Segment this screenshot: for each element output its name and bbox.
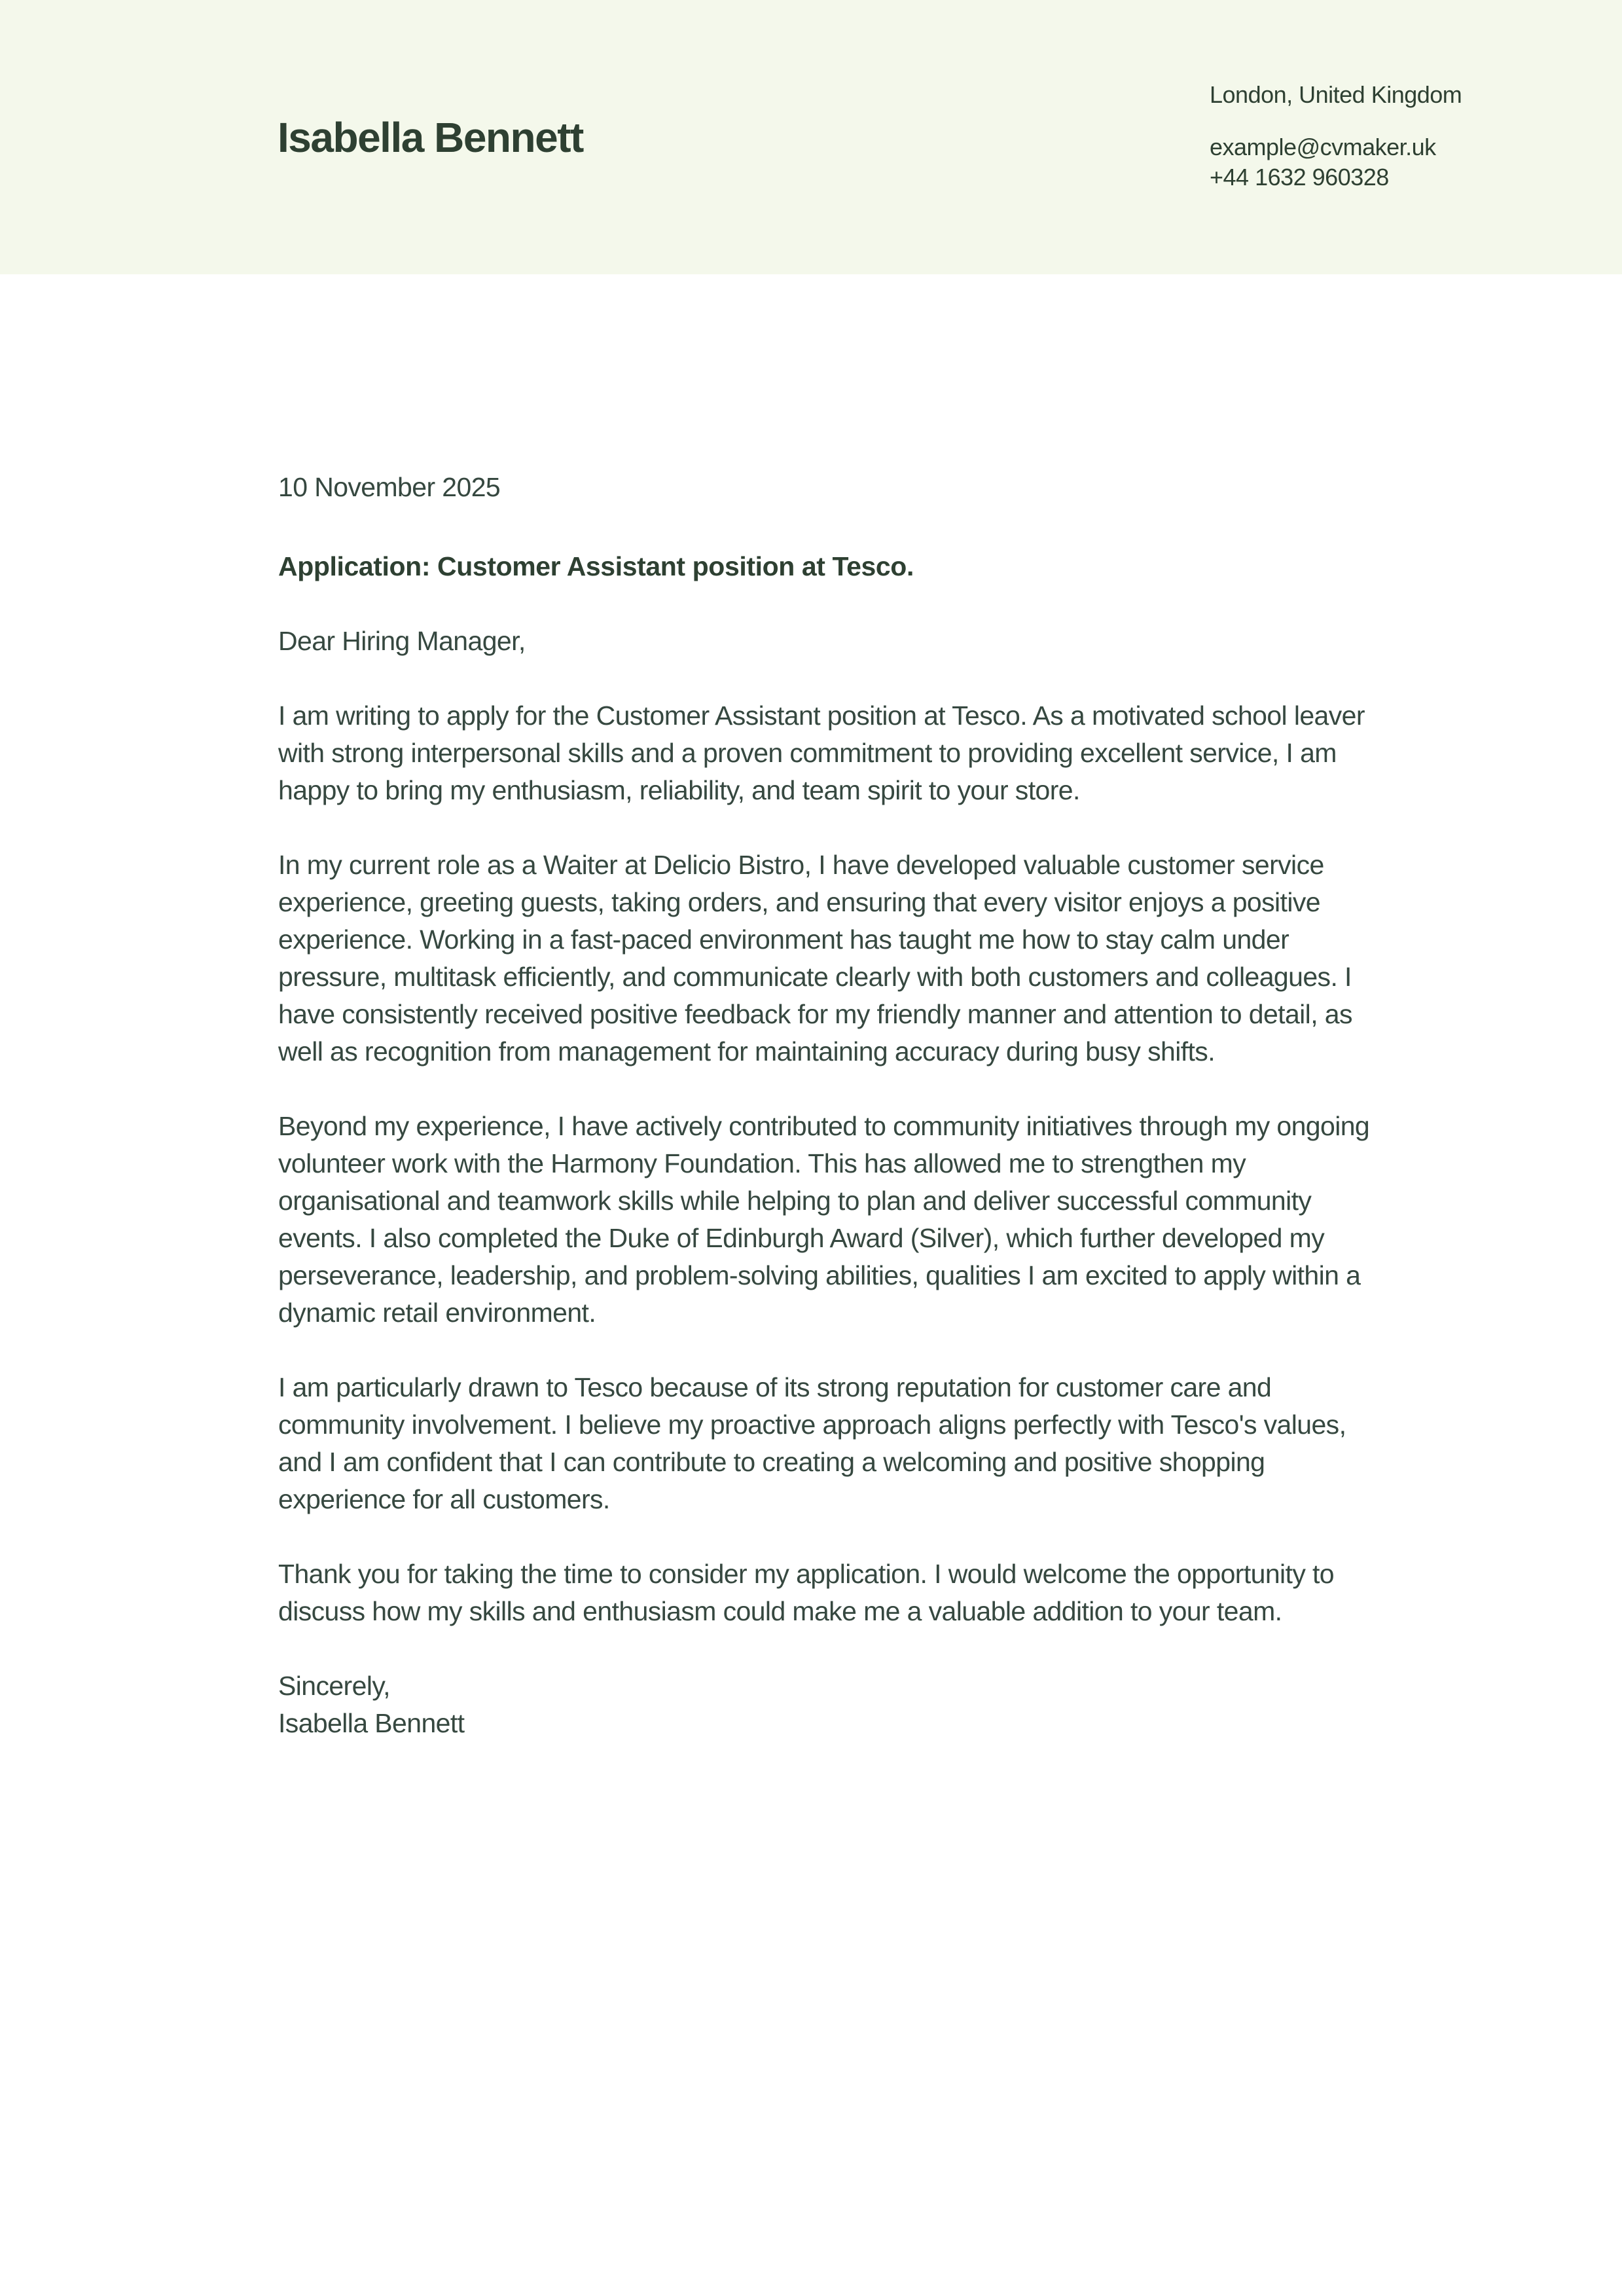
paragraph-1: I am writing to apply for the Customer Assistant position at Tesco. As a motivated school leaver with strong interpersonal skills and a proven commitment to providing excellent service, I am happy to bring my enthusiasm, reliability, and team spirit to your store. [278, 701, 1365, 805]
contact-info [1210, 80, 1462, 192]
contact-location: London, United Kingdom [1210, 81, 1462, 108]
letter-signature: Isabella Bennett [278, 1708, 465, 1738]
letter-salutation: Dear Hiring Manager, [278, 626, 526, 656]
closing-block [278, 1667, 1373, 1742]
letter-subject: Application: Customer Assistant position at Tesco. [278, 551, 914, 581]
paragraph-3: Beyond my experience, I have actively contributed to community initiatives through my ongoing volunteer work with the Harmony Foundation. This has allowed me to strengthen my organisational and teamwork skills while helping to plan and deliver successful community events. I also completed the Duke of Edinburgh Award (Silver), which further developed my perseverance, leadership, and problem-solving abilities, qualities I am excited to apply within a dynamic retail environment. [278, 1111, 1370, 1328]
paragraph-5: Thank you for taking the time to consider my application. I would welcome the opportunity to discuss how my skills and enthusiasm could make me a valuable addition to your team. [278, 1559, 1335, 1626]
letter-date: 10 November 2025 [278, 472, 501, 502]
paragraph-2: In my current role as a Waiter at Delicio Bistro, I have developed valuable customer service experience, greeting guests, taking orders, and ensuring that every visitor enjoys a positive experience. Working in a fast-paced environment has taught me how to stay calm under pressure, multitask efficiently, and communicate clearly with both customers and colleagues. I have consistently received positive feedback for my friendly manner and attention to detail, as well as recognition from management for maintaining accuracy during busy shifts. [278, 850, 1352, 1066]
letter-header [0, 0, 1622, 274]
letter-closing: Sincerely, [278, 1671, 390, 1701]
contact-phone: +44 1632 960328 [1210, 164, 1389, 191]
paragraph-4: I am particularly drawn to Tesco because of its strong reputation for customer care and community involvement. I believe my proactive approach aligns perfectly with Tesco's values, and I am confident that I can contribute to creating a welcoming and positive shopping experience for all customers. [278, 1372, 1346, 1514]
contact-email: example@cvmaker.uk [1210, 134, 1436, 160]
letter-body [0, 274, 1622, 1742]
applicant-name: Isabella Bennett [278, 113, 583, 161]
